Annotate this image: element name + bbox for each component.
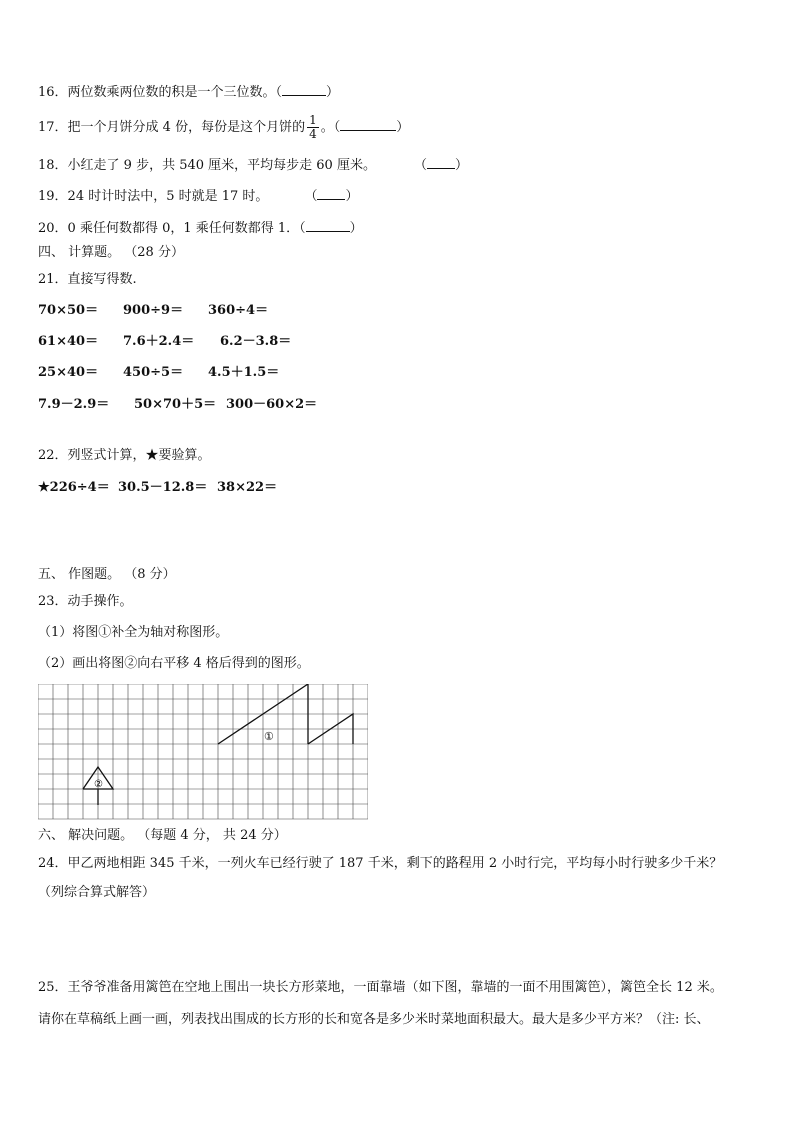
question-21-title: 21．直接写得数. xyxy=(38,272,137,287)
figure-2-label: ② xyxy=(94,779,103,790)
answer-blank-16[interactable] xyxy=(282,82,326,96)
q21-row-1: 70×50＝ 900÷9＝ 360÷4＝ xyxy=(38,303,269,318)
question-23-part-2: （2）画出将图②向右平移 4 格后得到的图形。 xyxy=(38,656,310,671)
question-20: 20．0 乘任何数都得 0，1 乘任何数都得 1．（ ） xyxy=(38,218,363,238)
grid-lines xyxy=(38,684,368,819)
q21-row-2: 61×40＝ 7.6＋2.4＝ 6.2－3.8＝ xyxy=(38,334,292,349)
section-5-heading: 五、 作图题。 （8 分） xyxy=(38,567,176,582)
answer-blank-18[interactable] xyxy=(427,155,455,169)
question-25-line-2: 请你在草稿纸上画一画，列表找出围成的长方形的长和宽各是多少米时菜地面积最大。最大是多少平方米？（注: 长、 xyxy=(38,1012,710,1027)
answer-blank-19[interactable] xyxy=(317,186,345,200)
section-6-heading: 六、 解决问题。 （每题 4 分， 共 24 分） xyxy=(38,828,287,843)
q21-row-4: 7.9－2.9＝ 50×70＋5＝ 300－60×2＝ xyxy=(38,397,318,412)
question-19: 19．24 时计时法中，5 时就是 17 时。 （ ） xyxy=(38,186,358,206)
question-24-note: （列综合算式解答） xyxy=(38,885,156,900)
fraction-one-quarter: $\frac{1}{4}$ xyxy=(309,113,317,141)
section-4-heading: 四、 计算题。 （28 分） xyxy=(38,245,184,260)
figure-1-label: ① xyxy=(264,730,274,743)
drawing-grid[interactable] xyxy=(38,684,368,820)
question-17: 17．把一个月饼分成 4 份，每份是这个月饼的 $\frac{1}{4}$ 。（ ） xyxy=(38,113,410,141)
question-18: 18．小红走了 9 步，共 540 厘米，平均每步走 60 厘米。 （ ） xyxy=(38,155,468,175)
question-24: 24．甲乙两地相距 345 千米，一列火车已经行驶了 187 千米，剩下的路程用 2 小时行完，平均每小时行驶多少千米？ xyxy=(38,856,723,871)
answer-blank-20[interactable] xyxy=(306,218,350,232)
answer-blank-17[interactable] xyxy=(340,117,396,131)
question-25-line-1: 25．王爷爷准备用篱笆在空地上围出一块长方形菜地，一面靠墙（如下图，靠墙的一面不用围篱笆），篱笆全长 12 米。 xyxy=(38,980,723,995)
question-23-part-1: （1）将图①补全为轴对称图形。 xyxy=(38,625,229,640)
q21-row-3: 25×40＝ 450÷5＝ 4.5＋1.5＝ xyxy=(38,365,280,380)
q22-items: ★226÷4＝ 30.5－12.8＝ 38×22＝ xyxy=(38,480,278,495)
question-16: 16．两位数乘两位数的积是一个三位数。（ ） xyxy=(38,82,339,102)
question-22-title: 22．列竖式计算，★要验算。 xyxy=(38,448,211,463)
question-23-title: 23．动手操作。 xyxy=(38,594,133,609)
